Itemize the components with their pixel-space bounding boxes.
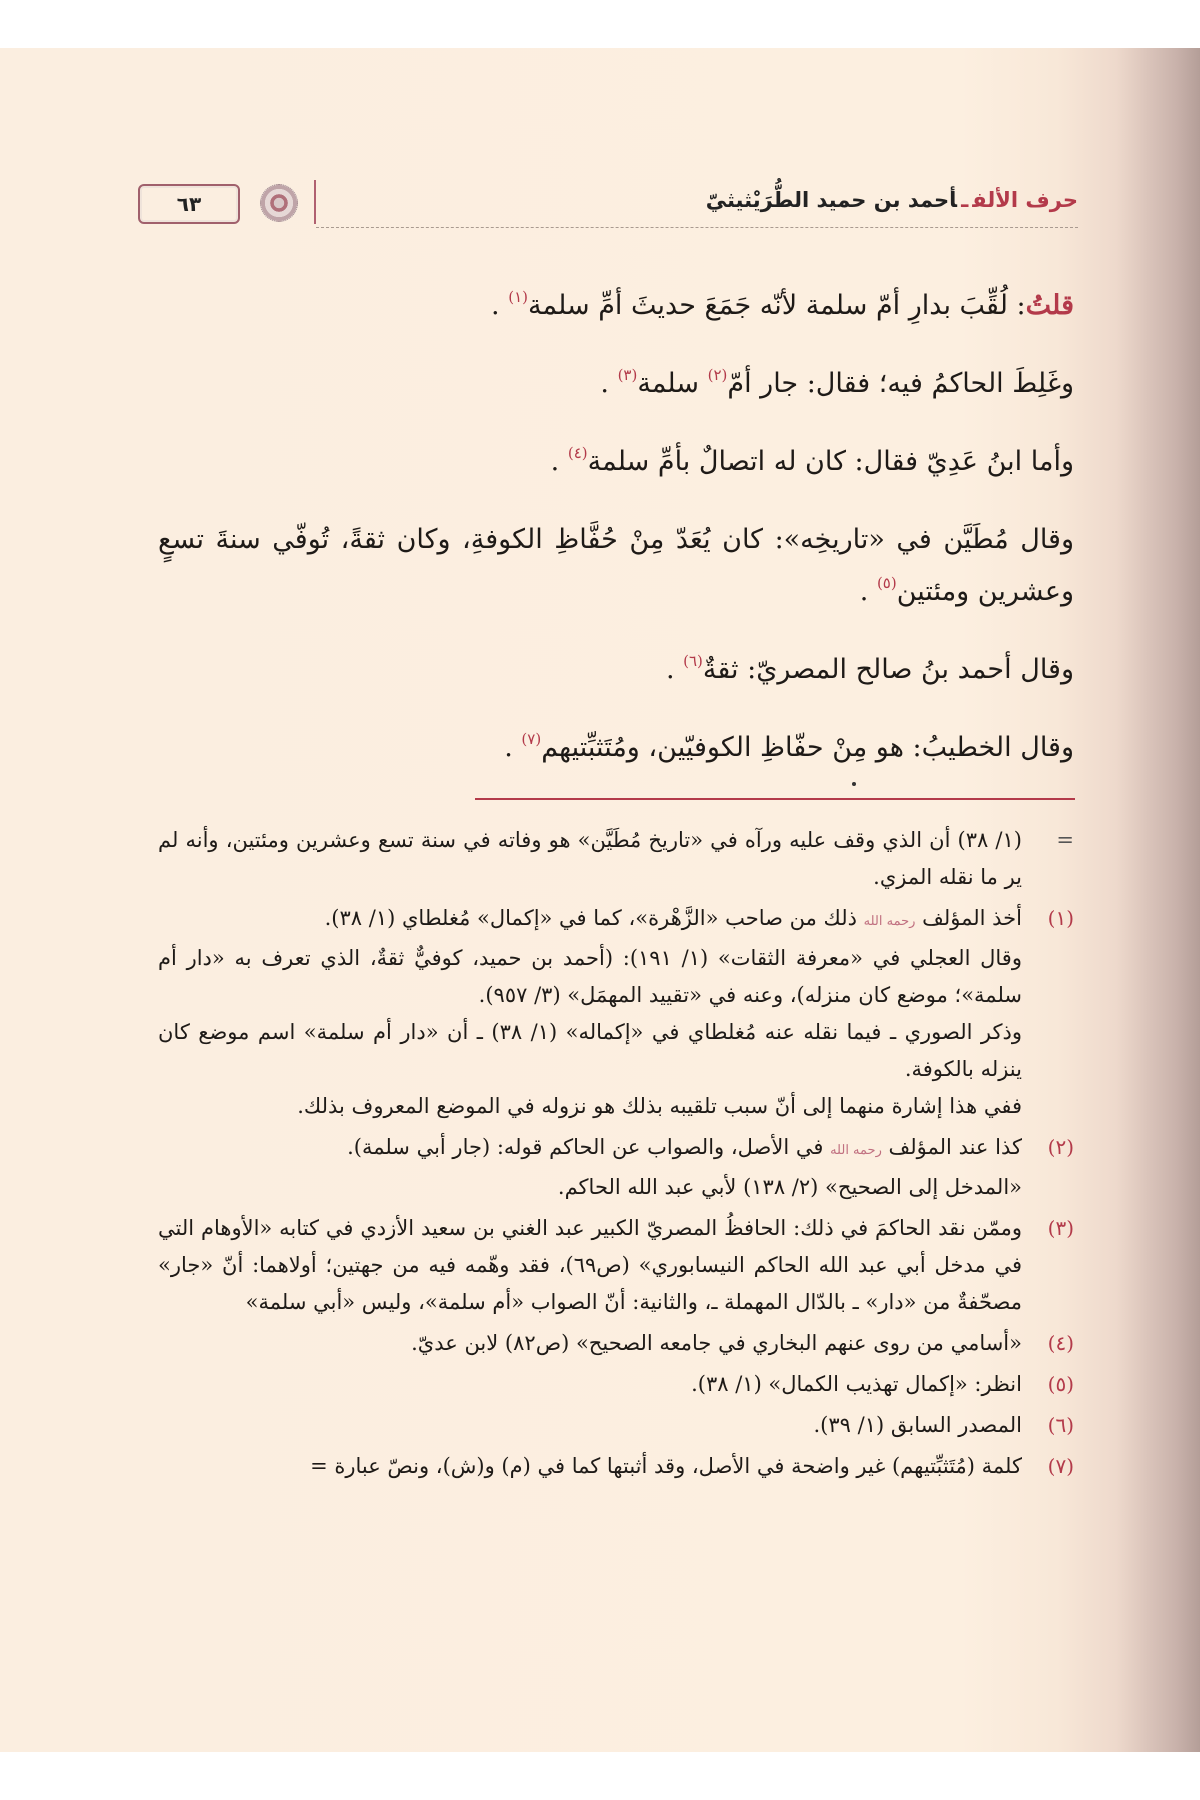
footnote-line: انظر: «إكمال تهذيب الكمال» (١/ ٣٨). (691, 1372, 1022, 1396)
footnote-4 (158, 1325, 1074, 1362)
footnote-number: (٥) (1047, 1372, 1074, 1396)
header-separator: ـ (961, 188, 969, 212)
paragraph-text: وغَلِطَ الحاكمُ فيه؛ فقال: جار أمّ (727, 368, 1074, 399)
footnote-separator (475, 798, 1075, 800)
footnote-5 (158, 1366, 1074, 1403)
paragraph-text: وأما ابنُ عَدِيّ فقال: كان له اتصالٌ بأمِّ سلمة (587, 446, 1074, 477)
paragraph (158, 358, 1074, 410)
header-dashed-rule (316, 227, 1078, 228)
footnote-line: كذا عند المؤلف رحمه الله في الأصل، والصواب عن الحاكم قوله: (جار أبي سلمة). (347, 1135, 1022, 1159)
footnote-number: (٧) (1047, 1454, 1074, 1478)
book-page (0, 48, 1200, 1752)
footnote-line: «أسامي من روى عنهم البخاري في جامعه الصحيح» (ص٨٢) لابن عديّ. (411, 1331, 1022, 1355)
footnote-continuation (158, 822, 1074, 896)
paragraph (158, 280, 1074, 332)
paragraph-text: وقال الخطيبُ: هو مِنْ حفّاظِ الكوفيّين، ومُتَثبِّتيهم (541, 732, 1074, 763)
paragraph-text: سلمة (637, 368, 708, 399)
separator-dot (852, 782, 856, 786)
footnote-number: (١) (1047, 906, 1074, 930)
honorific-icon: رحمه الله (830, 1143, 882, 1158)
paragraph (158, 514, 1074, 618)
footnote-ref[interactable]: (٦) (683, 652, 703, 670)
ornament-medallion-icon (260, 184, 298, 222)
header-title (706, 188, 1078, 212)
period: . (859, 576, 877, 607)
footnote-2 (158, 1129, 1074, 1206)
main-text (158, 280, 1074, 800)
footnote-ref[interactable]: (١) (508, 288, 528, 306)
footnote-ref[interactable]: (٢) (707, 366, 728, 384)
paragraph (158, 722, 1074, 774)
footnote-line: المصدر السابق (١/ ٣٩). (813, 1413, 1022, 1437)
period: . (491, 290, 509, 321)
page-number: ٦٣ (138, 184, 240, 224)
header-divider (314, 180, 316, 224)
header-entry-name: أحمد بن حميد الطُّرَيْثيثيّ (705, 188, 958, 212)
footnote-number: (٢) (1047, 1135, 1074, 1159)
paragraph (158, 644, 1074, 696)
footnote-line: كلمة (مُتَثبِّتيهم) غير واضحة في الأصل، وقد أثبتها كما في (م) و(ش)، ونصّ عبارة = (310, 1454, 1022, 1478)
paragraph-text: وقال أحمد بنُ صالح المصريّ: ثقةٌ (702, 654, 1074, 685)
footnote-number: (٣) (1047, 1216, 1074, 1240)
lead-word: قلتُ (1025, 290, 1074, 321)
period: . (504, 732, 522, 763)
footnote-line: وقال العجلي في «معرفة الثقات» (١/ ١٩١): (أحمد بن حميد، كوفيٌّ ثقةٌ، الذي تعرف به «دار أم سلمة»؛ موضع كان منزله)، وعنه في «تقييد المهمَل» (٣/ ٩٥٧). (158, 946, 1022, 1007)
footnote-line: وذكر الصوري ـ فيما نقله عنه مُغلطاي في «إكماله» (١/ ٣٨) ـ أن «دار أم سلمة» اسم موضع كان ينزله بالكوفة. (158, 1020, 1022, 1081)
paragraph (158, 436, 1074, 488)
footnote-line: «المدخل إلى الصحيح» (٢/ ١٣٨) لأبي عبد الله الحاكم. (557, 1175, 1022, 1199)
footnote-line: أخذ المؤلف رحمه الله ذلك من صاحب «الزَّهْرة»، كما في «إكمال» مُغلطاي (١/ ٣٨). (324, 906, 1022, 930)
footnote-ref[interactable]: (٧) (521, 730, 542, 748)
footnote-ref[interactable]: (٣) (617, 366, 638, 384)
period: . (665, 654, 684, 685)
footnote-line: وممّن نقد الحاكمَ في ذلك: الحافظُ المصريّ الكبير عبد الغني بن سعيد الأزدي في كتابه «الأوهام التي في مدخل أبي عبد الله الحاكم النيسابوري» (ص٦٩)، فقد وهّمه فيه من جهتين؛ أولاهما: أنّ «جار» مصحّفةٌ من «دار» ـ بالدّال المهملة ـ، والثانية: أنّ الصواب «أم سلمة»، وليس «أبي سلمة» (158, 1216, 1022, 1314)
footnotes (158, 822, 1074, 1489)
paragraph-text: وقال مُطَيَّن في «تاريخِه»: كان يُعَدّ مِنْ حُفَّاظِ الكوفةِ، وكان ثقةً، تُوفّي سنةَ تسعٍ وعشرين ومئتين (158, 524, 1074, 607)
footnote-ref[interactable]: (٥) (876, 574, 897, 592)
footnote-7 (158, 1448, 1074, 1485)
header-section: حرف الألف (972, 188, 1078, 212)
paragraph-text: : لُقِّبَ بدارِ أمّ سلمة لأنّه جَمَعَ حديثَ أمِّ سلمة (527, 290, 1026, 321)
footnote-number: (٦) (1047, 1413, 1074, 1437)
period: . (550, 446, 568, 477)
honorific-icon: رحمه الله (863, 914, 916, 929)
footnote-3 (158, 1210, 1074, 1321)
footnote-number: (٤) (1047, 1331, 1074, 1355)
footnote-1 (158, 900, 1074, 1125)
footnote-ref[interactable]: (٤) (567, 444, 588, 462)
footnote-6 (158, 1407, 1074, 1444)
running-header (138, 180, 1078, 224)
footnote-line: ففي هذا إشارة منهما إلى أنّ سبب تلقيبه بذلك هو نزوله في الموضع المعروف بذلك. (297, 1094, 1022, 1118)
footnote-line: (١/ ٣٨) أن الذي وقف عليه ورآه في «تاريخ مُطَيَّن» هو وفاته في سنة تسع وعشرين ومئتين، وأنه لم ير ما نقله المزي. (158, 828, 1022, 889)
continuation-mark: = (1056, 828, 1074, 852)
period: . (600, 368, 618, 399)
